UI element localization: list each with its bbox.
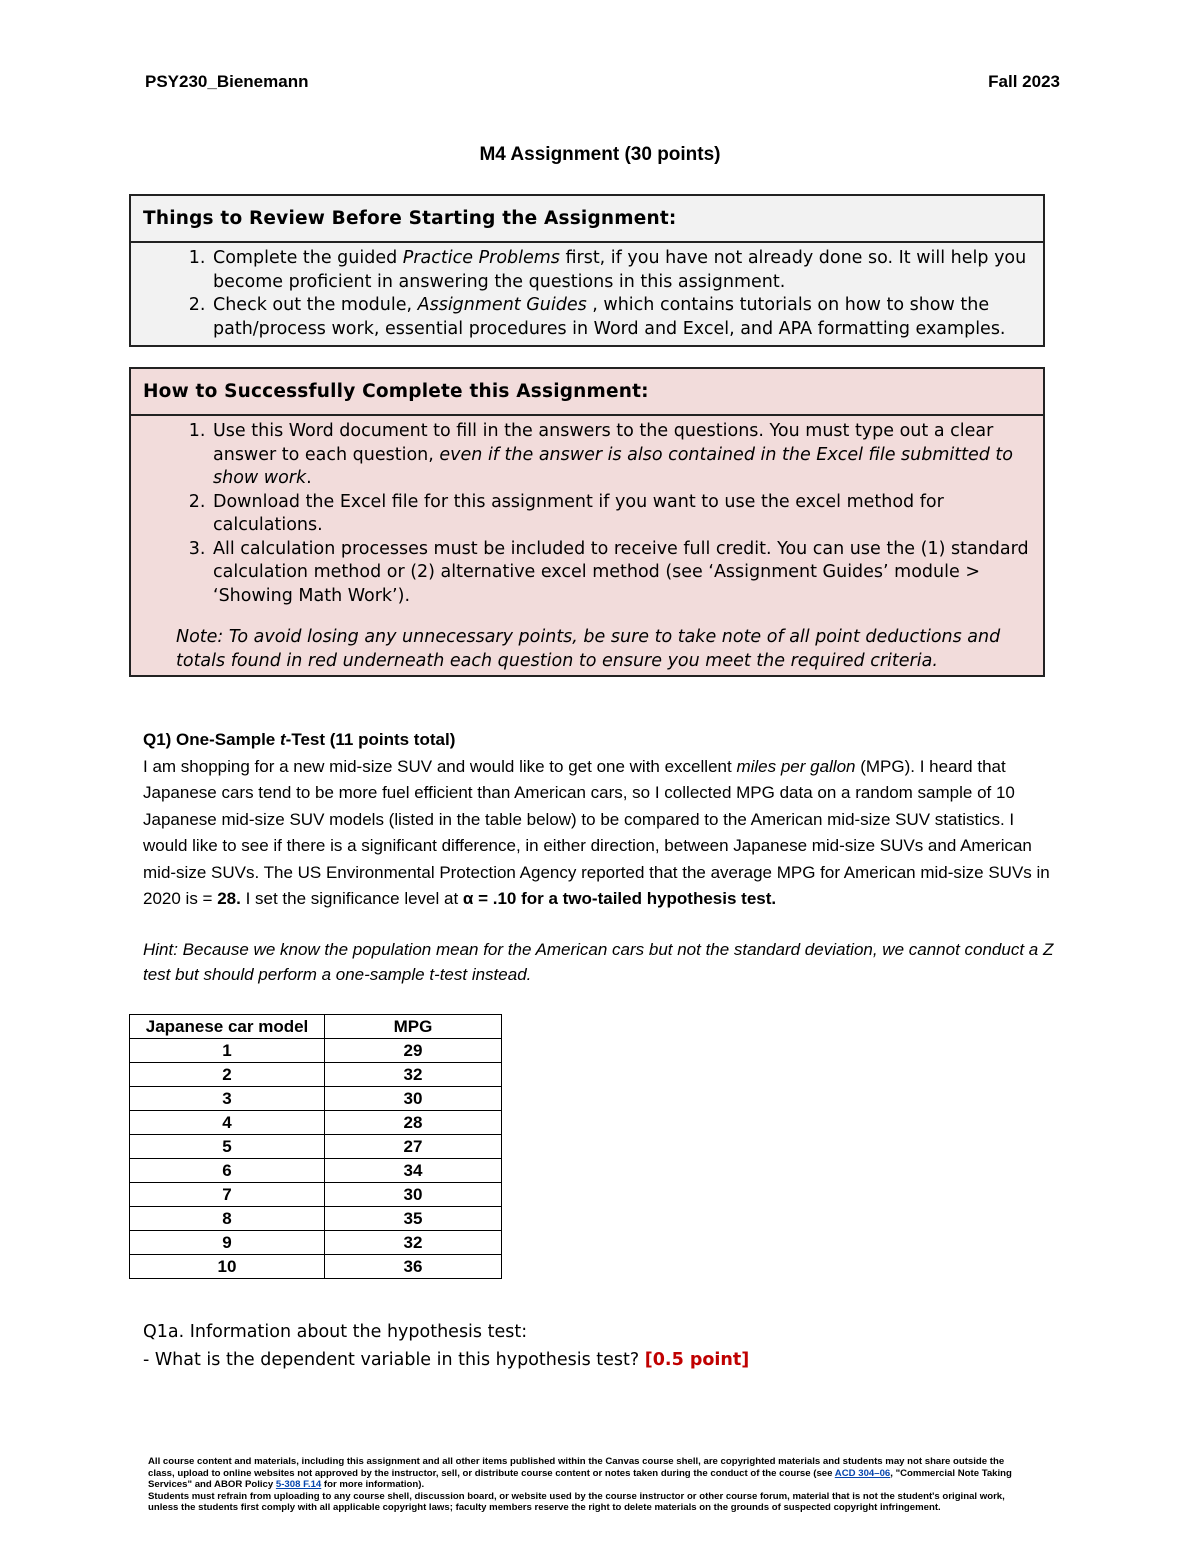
car-model-cell: 6 — [130, 1159, 325, 1183]
howto-note: Note: To avoid losing any unnecessary points, be sure to take note of all point deductions and totals found in red underneath each question to ensure you meet the required criteria. — [176, 627, 1001, 671]
howto-heading: How to Successfully Complete this Assignment: — [131, 369, 1043, 416]
mpg-cell: 32 — [325, 1063, 502, 1087]
question-1a-title: Q1a. Information about the hypothesis test: — [143, 1322, 528, 1342]
table-header-row — [130, 1015, 502, 1039]
review-box — [129, 194, 1045, 347]
table-row — [130, 1063, 502, 1087]
question-1 — [143, 727, 1063, 987]
table-row — [130, 1183, 502, 1207]
mpg-table — [129, 1014, 502, 1279]
howto-list — [131, 416, 1043, 612]
column-header: Japanese car model — [130, 1015, 325, 1039]
table-row — [130, 1135, 502, 1159]
car-model-cell: 7 — [130, 1183, 325, 1207]
mpg-cell: 30 — [325, 1087, 502, 1111]
howto-box — [129, 367, 1045, 677]
question-1-prompt: I am shopping for a new mid-size SUV and would like to get one with excellent miles per gallon (MPG). I heard that Japanese cars tend to be more fuel efficient than American cars, so I collected MPG data on a random sample of 10 Japanese mid-size SUV models (listed in the table below) to be compared to the American mid-size SUV statistics. I would like to see if there is a significant difference, in either direction, between Japanese mid-size SUVs and American mid-size SUVs. The US Environmental Protection Agency reported that the average MPG for American mid-size SUVs in 2020 is = 28. I set the significance level at α = .10 for a two-tailed hypothesis test. — [143, 756, 1050, 908]
car-model-cell: 8 — [130, 1207, 325, 1231]
abor-policy-link[interactable]: 5-308 F.14 — [275, 1479, 322, 1491]
page-title: M4 Assignment (30 points) — [479, 144, 721, 165]
mpg-cell: 35 — [325, 1207, 502, 1231]
table-row — [130, 1039, 502, 1063]
acd-policy-link[interactable]: ACD 304–06 — [834, 1467, 891, 1479]
column-header: MPG — [325, 1015, 502, 1039]
howto-item: 3. All calculation processes must be included to receive full credit. You can use the (1) standard calculation method or (2) alternative excel method (see ‘Assignment Guides’ module > ‘Showing Math Work’). — [211, 538, 1029, 609]
table-row — [130, 1111, 502, 1135]
review-heading: Things to Review Before Starting the Assignment: — [131, 196, 1043, 243]
mpg-cell: 28 — [325, 1111, 502, 1135]
howto-item: 2. Download the Excel file for this assignment if you want to use the excel method for calculations. — [211, 491, 1029, 538]
table-row — [130, 1087, 502, 1111]
mpg-cell: 36 — [325, 1255, 502, 1279]
footer-paragraph: All course content and materials, including this assignment and all other items published within the Canvas course shell, are copyrighted materials and students may not share outside the class, upload to online websites not approved by the instructor, sell, or distribute course content or notes taken during the conduct of the course (see ACD 304–06, "Commercial Note Taking Services" and ABOR Policy 5-308 F.14 for more information). — [148, 1456, 1012, 1491]
mpg-cell: 27 — [325, 1135, 502, 1159]
table-row — [130, 1255, 502, 1279]
question-1a-prompt: - What is the dependent variable in this hypothesis test? [0.5 point] — [143, 1350, 750, 1370]
mpg-cell: 32 — [325, 1231, 502, 1255]
points-label: [0.5 point] — [644, 1350, 750, 1370]
review-list — [131, 243, 1043, 345]
footer-paragraph: Students must refrain from uploading to any course shell, discussion board, or website used by the course instructor or other course forum, material that is not the student's original work, unless the students first comply with all applicable copyright laws; faculty members reserve the right to delete materials on the grounds of suspected copyright infringement. — [148, 1490, 1005, 1514]
table-row — [130, 1207, 502, 1231]
table-row — [130, 1159, 502, 1183]
car-model-cell: 4 — [130, 1111, 325, 1135]
question-1-hint: Hint: Because we know the population mean for the American cars but not the standard deviation, we cannot conduct a Z test but should perform a one-sample t-test instead. — [143, 939, 1054, 984]
copyright-footer — [148, 1456, 1028, 1514]
car-model-cell: 9 — [130, 1231, 325, 1255]
mpg-cell: 30 — [325, 1183, 502, 1207]
mpg-cell: 34 — [325, 1159, 502, 1183]
review-item: 2. Check out the module, Assignment Guides , which contains tutorials on how to show the path/process work, essential procedures in Word and Excel, and APA formatting examples. — [211, 294, 1029, 341]
howto-item: 1. Use this Word document to fill in the answers to the questions. You must type out a clear answer to each question, even if the answer is also contained in the Excel file submitted to show work. — [211, 420, 1029, 491]
header-term: Fall 2023 — [988, 72, 1060, 91]
question-1a — [143, 1318, 749, 1374]
review-item: 1. Complete the guided Practice Problems first, if you have not already done so. It will help you become proficient in answering the questions in this assignment. — [211, 247, 1029, 294]
car-model-cell: 1 — [130, 1039, 325, 1063]
table-row — [130, 1231, 502, 1255]
car-model-cell: 2 — [130, 1063, 325, 1087]
header-course: PSY230_Bienemann — [145, 72, 309, 91]
car-model-cell: 10 — [130, 1255, 325, 1279]
car-model-cell: 5 — [130, 1135, 325, 1159]
car-model-cell: 3 — [130, 1087, 325, 1111]
mpg-cell: 29 — [325, 1039, 502, 1063]
question-1-title: Q1) One-Sample t-Test (11 points total) — [143, 730, 456, 749]
